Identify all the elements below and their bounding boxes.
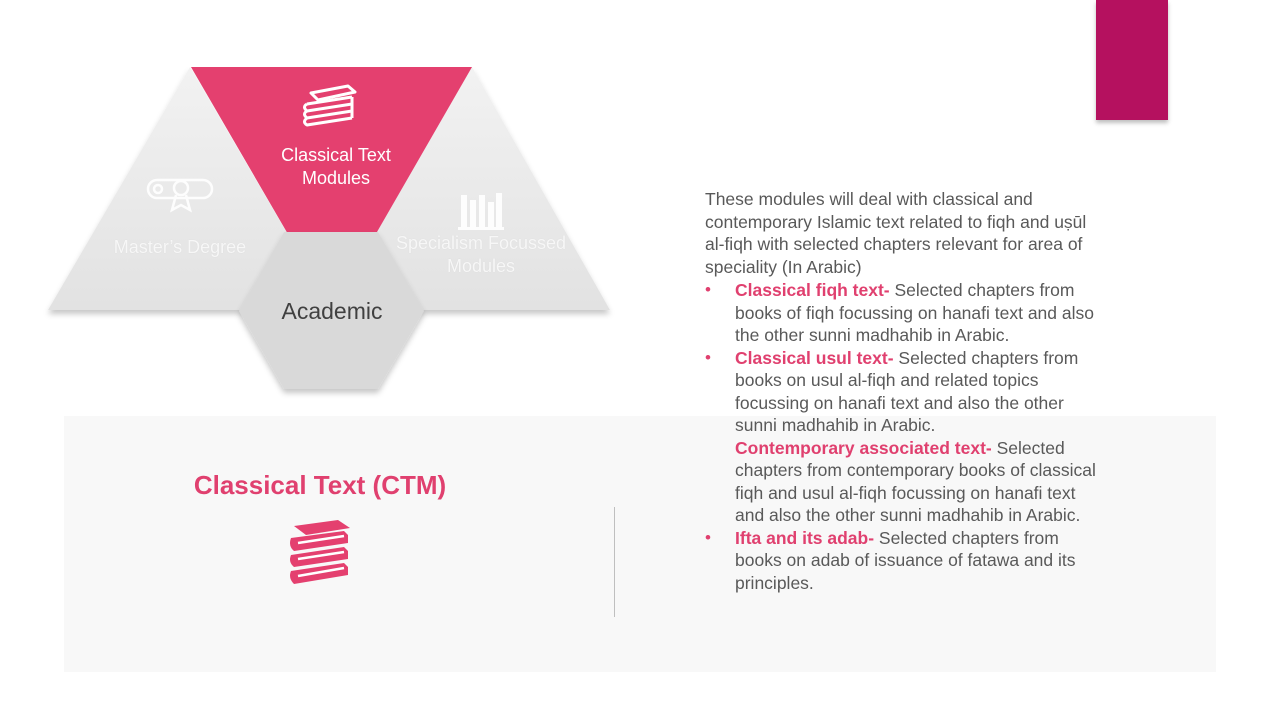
diagram-shapes	[0, 0, 640, 400]
item-heading: Classical usul text-	[735, 347, 894, 368]
item-heading: Contemporary associated text-	[735, 437, 992, 458]
bullet: •	[705, 280, 711, 299]
top-segment-label: Classical Text Modules	[281, 145, 391, 188]
item-text: Selected chapters from books of fiqh focussing on hanafi text and also the other sunni madhahib in Arabic.	[735, 280, 1094, 345]
books-icon	[286, 518, 356, 588]
left-segment-label: Master’s Degree	[113, 237, 247, 257]
item-text: Selected chapters from contemporary books of classical fiqh and usul al-fiqh focussing on hanafi text and also the other sunni madhahib in Arabic.	[735, 437, 1096, 525]
vertical-divider	[614, 507, 615, 617]
list-item	[705, 527, 1105, 595]
bookshelf-icon	[458, 193, 504, 230]
bullet: •	[705, 347, 711, 367]
item-heading: Classical fiqh text-	[735, 280, 890, 300]
ctm-title: Classical Text (CTM)	[193, 470, 447, 500]
item-heading: Ifta and its adab-	[735, 527, 875, 548]
item-text: Selected chapters from books on usul al-fiqh and related topics focussing on hanafi text and also the other sunni madhahib in Arabic.	[735, 347, 1079, 435]
module-description	[705, 188, 1105, 594]
item-text: Selected chapters from books on adab of issuance of fatawa and its principles.	[735, 527, 1076, 593]
accent-bar	[1096, 0, 1168, 120]
right-segment-label: Specialism Focussed Modules	[395, 233, 567, 276]
module-list	[705, 279, 1105, 594]
list-item	[705, 437, 1105, 527]
intro-paragraph: These modules will deal with classical and contemporary Islamic text related to fiqh and uṣūl al-fiqh with selected chapters relevant for area of speciality (In Arabic)	[705, 189, 1087, 277]
center-segment-label: Academic	[281, 298, 383, 324]
bullet: •	[705, 527, 711, 547]
academic-diagram	[0, 0, 640, 400]
list-item	[705, 279, 1105, 347]
list-item	[705, 347, 1105, 437]
